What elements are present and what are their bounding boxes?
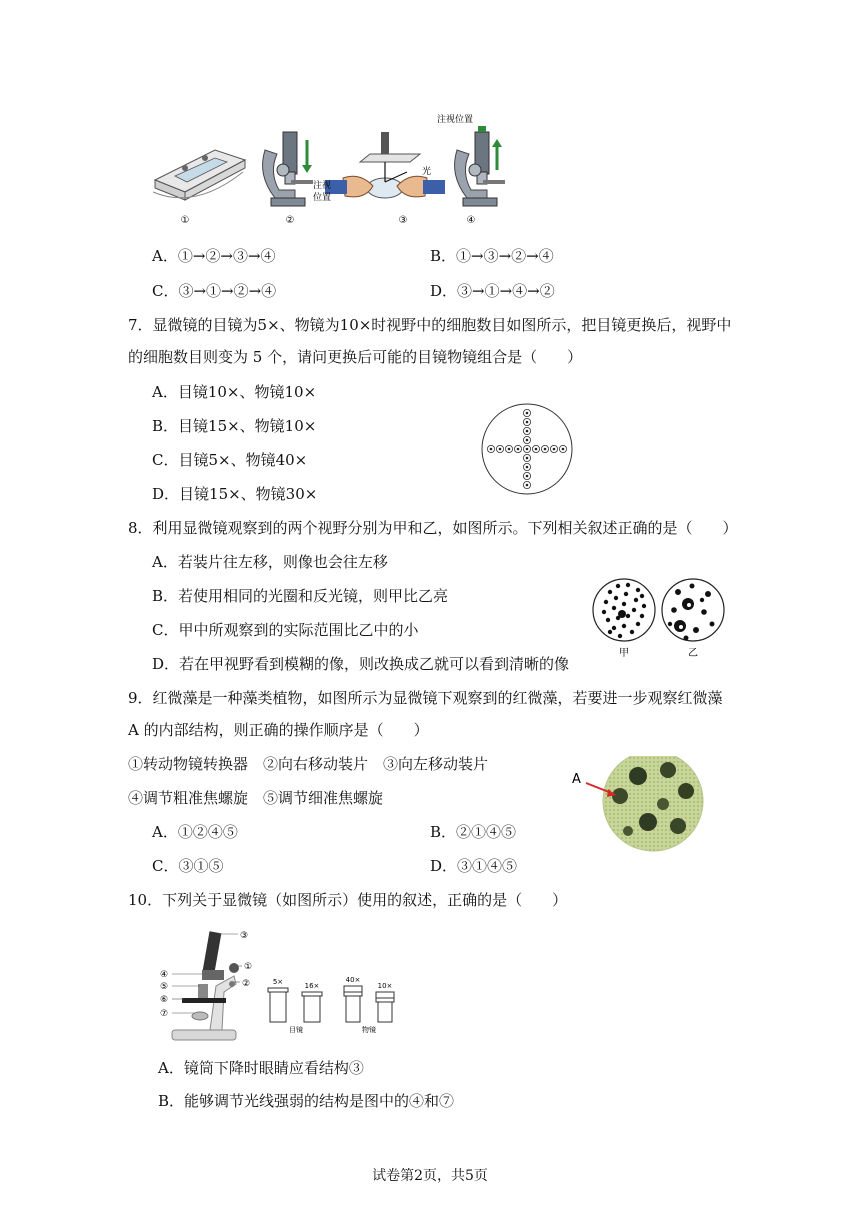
q8-yi-cell [690, 584, 695, 589]
q7-cell-nucleus [526, 439, 529, 442]
q9-label-a: A [572, 772, 581, 787]
q8-jia-cell [618, 634, 622, 638]
q7-cell-nucleus [508, 448, 511, 451]
q8-yi-cell [668, 622, 672, 626]
q7-cell-nucleus [526, 412, 529, 415]
q8-fields-figure [592, 574, 732, 660]
q8-jia-cell [626, 583, 630, 587]
q8-jia-cell [640, 594, 644, 598]
q9-red-algae-figure [568, 756, 708, 856]
q8-yi-cell [705, 591, 711, 597]
q10-objective-40x-label: 40× [345, 976, 361, 984]
q9-option-a[interactable]: A．①②④⑤ [152, 823, 238, 841]
q8-label-yi: 乙 [688, 648, 698, 659]
q10-part-2: ② [242, 979, 251, 989]
q8-jia-cell [636, 622, 640, 626]
q8-yi-cell [675, 589, 681, 595]
q8-label-jia: 甲 [619, 648, 629, 659]
q10-objective-10x-label: 10× [377, 982, 393, 990]
q8-yi-cell [671, 607, 677, 613]
q7-option-c[interactable]: C．目镜5×、物镜40× [152, 451, 308, 469]
q8-jia-cell [640, 614, 644, 618]
q7-cell-nucleus [526, 484, 529, 487]
q7-cell-nucleus [526, 430, 529, 433]
q9-stem-line-1: 9．红微藻是一种藻类植物，如图所示为显微镜下观察到的红微藻，若要进一步观察红微藻 [128, 689, 723, 707]
q7-cell-nucleus [526, 475, 529, 478]
q8-jia-cell [636, 588, 640, 592]
q8-jia-cell [626, 614, 630, 618]
q7-cell-nucleus [490, 448, 493, 451]
q8-jia-cell [622, 602, 626, 606]
q6-gaze-top: 注视位置 [437, 115, 474, 125]
q6-gaze-side-1: 注视 [313, 181, 332, 191]
q6-option-d[interactable]: D．③→①→④→② [430, 282, 555, 300]
q8-yi-cell-highlight [679, 625, 683, 629]
q8-option-d[interactable]: D．若在甲视野看到模糊的像，则改换成乙就可以看到清晰的像 [152, 655, 570, 673]
q7-cell-nucleus [526, 448, 529, 451]
q7-stem-line-1: 7．显微镜的目镜为5×、物镜为10×时视野中的细胞数目如图所示，把目镜更换后，视野中 [128, 316, 732, 334]
q10-part-5: ⑤ [160, 982, 169, 992]
q7-field-of-view [480, 402, 574, 496]
q6-light: 光 [422, 167, 432, 177]
q7-cell-nucleus [499, 448, 502, 451]
q9-steps-line-2: ④调节粗准焦螺旋 ⑤调节细准焦螺旋 [128, 789, 384, 807]
q8-jia-cell [602, 610, 606, 614]
q9-steps-line-1: ①转动物镜转换器 ②向右移动装片 ③向左移动装片 [128, 755, 489, 773]
q7-option-a[interactable]: A．目镜10×、物镜10× [152, 383, 317, 401]
q6-figure-microscope-raising [455, 126, 505, 206]
q8-yi-cell [684, 636, 689, 641]
q7-cell-nucleus [553, 448, 556, 451]
q7-cell-nucleus [562, 448, 565, 451]
q7-cell-nucleus [526, 421, 529, 424]
q6-option-b[interactable]: B．①→③→②→④ [430, 247, 554, 265]
q6-figure [145, 110, 515, 235]
q10-eyepiece-16x [302, 992, 322, 1022]
q8-option-c[interactable]: C．甲中所观察到的实际范围比乙中的小 [152, 621, 419, 639]
q8-jia-cell [608, 630, 612, 634]
q8-yi-cell [693, 627, 699, 633]
q9-option-b[interactable]: B．②①④⑤ [430, 823, 517, 841]
q8-jia-cell [618, 610, 626, 618]
q8-jia-cell [612, 626, 616, 630]
q6-option-a[interactable]: A．①→②→③→④ [152, 247, 276, 265]
q8-field-jia [593, 579, 655, 641]
q9-option-c[interactable]: C．③①⑤ [152, 857, 224, 875]
q10-part-7: ⑦ [160, 1009, 169, 1019]
q10-option-b[interactable]: B．能够调节光线强弱的结构是图中的④和⑦ [158, 1092, 455, 1110]
q8-jia-cell [632, 608, 636, 612]
q6-gaze-side-2: 位置 [313, 193, 332, 203]
q8-jia-cell [606, 618, 610, 622]
q8-jia-cell [630, 630, 634, 634]
q8-jia-cell [616, 584, 620, 588]
q8-jia-cell [608, 590, 612, 594]
q8-yi-cell [700, 598, 704, 602]
q10-part-3: ③ [240, 931, 249, 941]
q6-label-2: ② [285, 215, 295, 226]
q10-part-1: ① [244, 962, 253, 972]
q10-option-a[interactable]: A．镜筒下降时眼睛应看结构③ [158, 1059, 364, 1077]
q10-part-4: ④ [160, 970, 169, 980]
q7-cell-nucleus [517, 448, 520, 451]
q7-stem-line-2: 的细胞数目则变为 5 个，请问更换后可能的目镜物镜组合是（ ） [128, 348, 583, 366]
q6-option-c[interactable]: C．③→①→②→④ [152, 282, 277, 300]
q10-microscope-figure [158, 926, 418, 1046]
q9-option-d[interactable]: D．③①④⑤ [430, 857, 518, 875]
q6-label-1: ① [180, 215, 190, 226]
q10-label-eyepiece: 目镜 [289, 1026, 303, 1034]
q6-figure-hands-mirror [325, 132, 445, 198]
q8-option-a[interactable]: A．若装片往左移，则像也会往左移 [152, 553, 388, 571]
q10-part-6: ⑥ [160, 995, 169, 1005]
q8-yi-cell [710, 622, 715, 627]
q8-jia-cell [634, 598, 638, 602]
q8-yi-cell [701, 609, 707, 615]
q7-cell-nucleus [526, 466, 529, 469]
q8-jia-cell [622, 624, 626, 628]
q10-microscope [172, 931, 239, 1040]
q9-stem-line-2: A 的内部结构，则正确的操作顺序是（ ） [128, 721, 429, 739]
q10-objective-40x [344, 986, 362, 1022]
q10-eyepiece-5x [268, 988, 288, 1022]
q7-option-d[interactable]: D．目镜15×、物镜30× [152, 485, 318, 503]
q8-option-b[interactable]: B．若使用相同的光圈和反光镜，则甲比乙亮 [152, 587, 449, 605]
q10-stem-line-1: 10．下列关于显微镜（如图所示）使用的叙述，正确的是（ ） [128, 891, 568, 909]
q8-jia-cell [642, 604, 646, 608]
q7-option-b[interactable]: B．目镜15×、物镜10× [152, 417, 317, 435]
q8-jia-cell [614, 596, 618, 600]
q8-jia-cell [604, 600, 608, 604]
q7-cell-nucleus [535, 448, 538, 451]
q10-eyepiece-16x-label: 16× [304, 982, 320, 990]
page-footer: 试卷第2页，共5页 [372, 1168, 488, 1184]
q8-yi-cell-highlight [687, 603, 691, 607]
q8-stem-line-1: 8．利用显微镜观察到的两个视野分别为甲和乙，如图所示。下列相关叙述正确的是（ ） [128, 519, 738, 537]
q6-label-4: ④ [466, 215, 476, 226]
q8-jia-cell [624, 592, 628, 596]
q8-jia-cell [612, 606, 616, 610]
q7-cell-nucleus [544, 448, 547, 451]
q10-eyepiece-5x-label: 5× [272, 978, 284, 986]
q10-objective-10x [376, 992, 394, 1022]
q6-label-3: ③ [398, 215, 408, 226]
q10-label-objective: 物镜 [362, 1026, 376, 1034]
q7-cell-nucleus [526, 457, 529, 460]
q6-figure-slide-stage [153, 150, 245, 200]
q6-figure-microscope-lowering [263, 132, 313, 206]
